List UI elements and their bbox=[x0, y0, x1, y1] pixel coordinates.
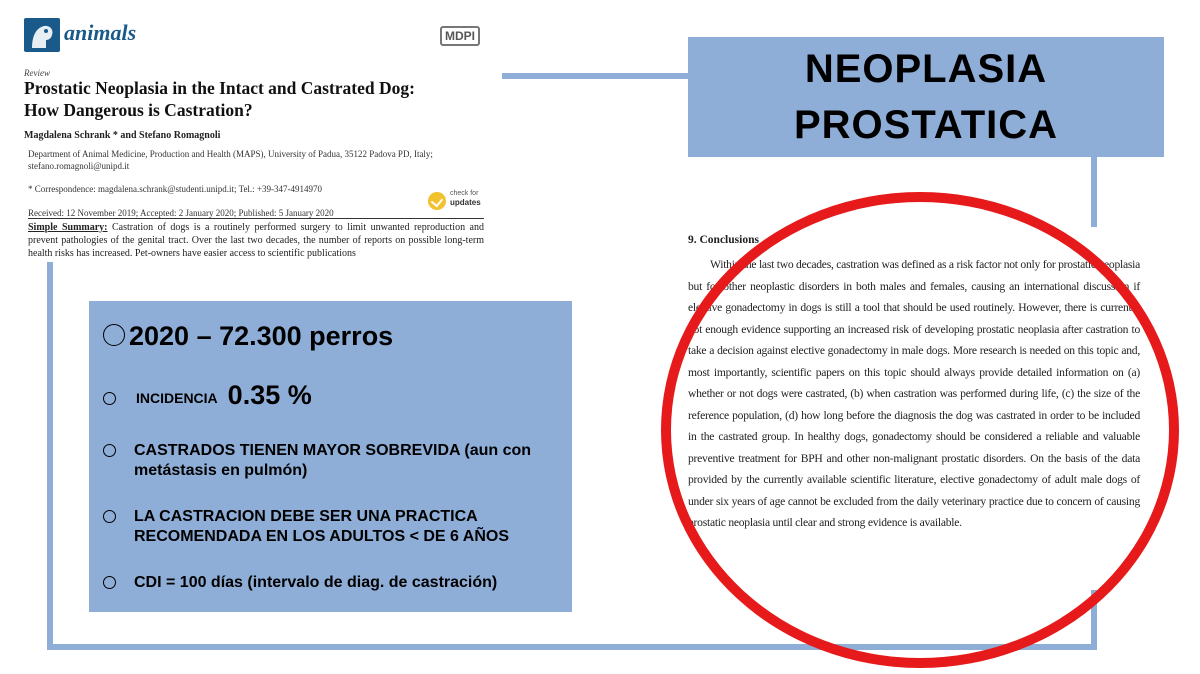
article-authors: Magdalena Schrank * and Stefano Romagnoli bbox=[24, 130, 221, 141]
slide-title-line1: NEOPLASIA bbox=[804, 47, 1048, 91]
bullet-item-3 bbox=[103, 441, 563, 481]
bullet-label-2: INCIDENCIA bbox=[136, 390, 218, 406]
slide-title-line2: PROSTATICA bbox=[793, 103, 1059, 147]
bullet-circle-icon bbox=[103, 392, 116, 405]
bullet-item-1 bbox=[103, 321, 393, 351]
summary-text: Castration of dogs is a routinely performed surgery to limit unwanted reproduction and prevent pathologies of the genital tract. Over the last two decades, the number of reports on possible long-term health risks has increased. Pet-owners have easier access to scientific publications bbox=[28, 222, 484, 259]
bullet-circle-icon bbox=[103, 576, 116, 589]
conclusions-body: Within the last two decades, castration was defined as a risk factor not only for prostatic neoplasia but for other neoplastic disorders in both males and females, causing an international discussion if elective gonadectomy in dogs is still a tool that should be used routinely. However, there is currently not enough evidence supporting an increased risk of developing prostatic neoplasia after castration to take a decision against elective gonadectomy in male dogs. More research is needed on this topic and, most importantly, scientific papers on this topic should always provide detailed information on (a) whether or not dogs were castrated, (b) when castration was performed during life, (c) the size of the reference population, (d) how long before the diagnosis the dog was castrated in order to be included in the castrated group. In healthy dogs, gonadectomy should be considered a reliable and valuable preventive treatment for BPH and other non-malignant prostatic disorders. On the basis of the data provided by the currently available scientific literature, elective gonadectomy of adult male dogs of under six years of age cannot be excluded from the daily veterinary practice due to concern of causing prostatic neoplasia until clear and strong evidence is available. bbox=[688, 258, 1140, 529]
key-points-box bbox=[89, 301, 572, 612]
article-title-line2: How Dangerous is Castration? bbox=[24, 100, 253, 120]
bullet-item-2 bbox=[103, 380, 312, 413]
badge-line2: updates bbox=[450, 198, 481, 207]
article-title bbox=[24, 77, 484, 121]
bullet-circle-icon bbox=[103, 444, 116, 457]
article-header-excerpt bbox=[22, 14, 484, 260]
article-correspondence: * Correspondence: magdalena.schrank@studenti.unipd.it; Tel.: +39-347-4914970 bbox=[28, 184, 323, 194]
badge-line1: check for bbox=[450, 190, 479, 197]
article-dates: Received: 12 November 2019; Accepted: 2 January 2020; Published: 5 January 2020 bbox=[28, 208, 334, 218]
check-icon bbox=[428, 192, 446, 210]
check-for-updates-badge bbox=[428, 186, 488, 212]
bullet-text-5: CDI = 100 días (intervalo de diag. de castración) bbox=[134, 574, 498, 591]
article-title-line1: Prostatic Neoplasia in the Intact and Castrated Dog: bbox=[24, 78, 415, 98]
publisher-logo: MDPI bbox=[440, 26, 480, 46]
article-affiliation: Department of Animal Medicine, Production and Health (MAPS), University of Padua, 35122 Padova PD, Italy; stefano.romagnoli@unipd.it bbox=[28, 149, 433, 171]
red-highlight-circle bbox=[661, 192, 1179, 668]
slide-title-box bbox=[688, 37, 1164, 157]
journal-name: animals bbox=[64, 20, 137, 45]
bullet-circle-icon bbox=[103, 324, 125, 346]
summary-label: Simple Summary: bbox=[28, 222, 108, 233]
bullet-text-4: LA CASTRACION DEBE SER UNA PRACTICA RECOMENDADA EN LOS ADULTOS < DE 6 AÑOS bbox=[134, 508, 509, 545]
article-type: Review bbox=[24, 68, 50, 78]
bullet-item-5 bbox=[103, 573, 563, 593]
bullet-text-1: 2020 – 72.300 perros bbox=[129, 321, 394, 351]
connector-line-left bbox=[47, 262, 53, 650]
bullet-value-2: 0.35 % bbox=[227, 380, 312, 410]
connector-line-right-upper bbox=[1091, 157, 1097, 227]
bullet-text-3: CASTRADOS TIENEN MAYOR SOBREVIDA (aun con metástasis en pulmón) bbox=[134, 442, 532, 479]
conclusions-heading: 9. Conclusions bbox=[688, 234, 759, 246]
journal-logo-icon bbox=[24, 18, 60, 52]
bullet-item-4 bbox=[103, 507, 563, 547]
bullet-circle-icon bbox=[103, 510, 116, 523]
simple-summary bbox=[28, 218, 484, 260]
connector-line-top bbox=[502, 73, 690, 79]
